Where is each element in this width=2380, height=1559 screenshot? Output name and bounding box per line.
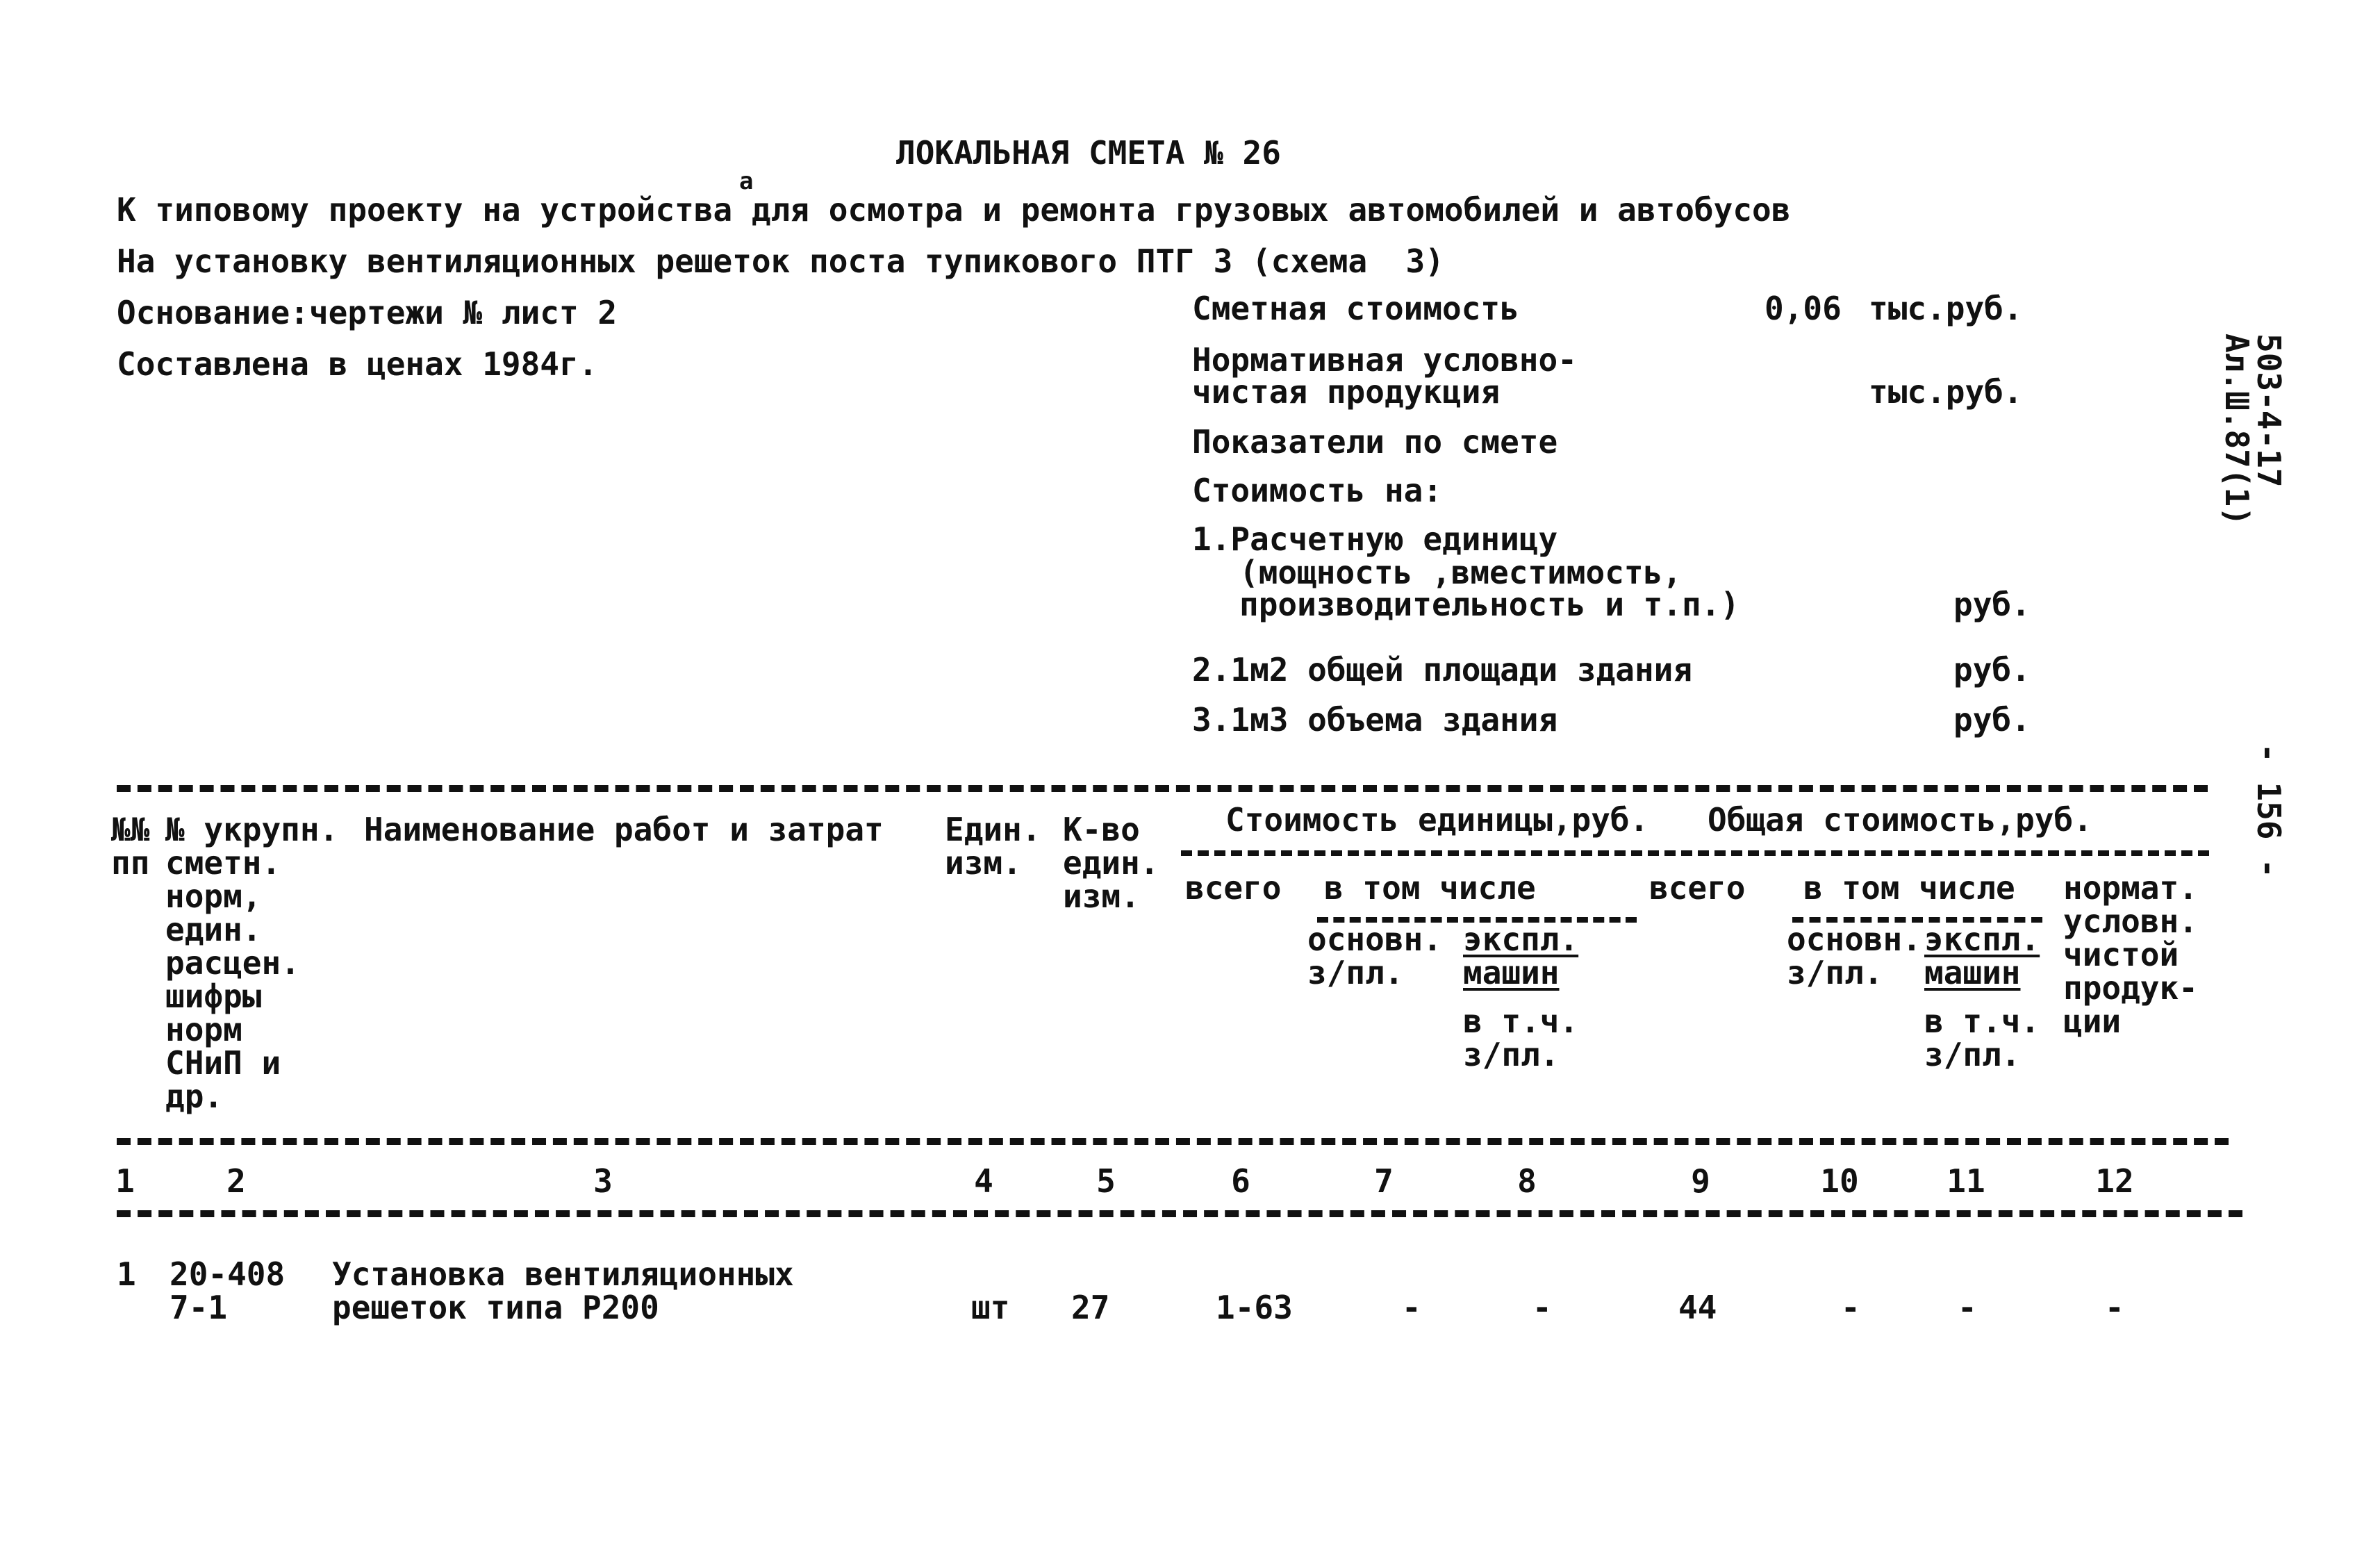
header-col-code: № укрупн. сметн. норм, един. расцен. шифры норм СНиП и др. [165,811,339,1115]
summary-item2-label: 2.1м2 общей площади здания [1192,651,1693,688]
column-number-4: 4 [974,1162,993,1200]
document-title: ЛОКАЛЬНАЯ СМЕТА № 26 [896,134,1281,172]
header-total-including: в том числе [1803,869,2015,907]
header-total-total: всего [1649,869,1746,907]
summary-item2-unit: руб. [1953,651,2031,688]
column-number-1: 1 [115,1162,135,1200]
header-total-incl-wages: в т.ч. з/пл. [1924,1003,2040,1073]
side-page-number: - 156 - [2250,743,2288,878]
summary-cost-unit: тыс.руб. [1869,290,2023,327]
column-number-6: 6 [1231,1162,1250,1200]
header-unit-incl-wages: в т.ч. з/пл. [1463,1003,1579,1073]
title-handwritten-mark: a [739,167,754,195]
header-basis: Основание:чертежи № лист 2 [117,294,618,331]
summary-item3-label: 3.1м3 объема здания [1192,701,1558,739]
row-1-unit-machine: - [1532,1289,1552,1326]
column-numbers-top-rule [117,1138,2229,1145]
summary-normative-label-1: Нормативная условно- [1192,341,1577,379]
header-unit-cost-group: Стоимость единицы,руб. [1225,801,1649,839]
header-col-qty: К-во един. изм. [1063,811,1159,915]
column-number-10: 10 [1820,1162,1859,1200]
summary-cost-label: Сметная стоимость [1192,290,1519,327]
row-1-total: 44 [1678,1289,1717,1326]
row-1-total-basic: - [1841,1289,1860,1326]
row-1-unit-total: 1-63 [1216,1289,1293,1326]
table-top-rule [117,785,2208,792]
side-code-line1: 503-4-17 [2250,333,2288,488]
row-1-unit-basic: - [1402,1289,1421,1326]
header-prices: Составлена в ценах 1984г. [117,345,598,383]
column-number-7: 7 [1374,1162,1394,1200]
column-number-3: 3 [593,1162,613,1200]
header-unit-machine-ops: экспл. машин [1463,921,1579,991]
summary-item1-line3: производительность и т.п.) [1239,586,1740,623]
summary-item1-line1: 1.Расчетную единицу [1192,520,1558,558]
header-unit-total: всего [1185,869,1282,907]
column-number-11: 11 [1947,1162,1985,1200]
header-col-unit: Един. изм. [945,811,1041,882]
side-code-line2: Ал.Ш.87(1) [2218,333,2256,526]
row-1-normative: - [2105,1289,2124,1326]
summary-indicators-label: Показатели по смете [1192,423,1558,461]
summary-cost-value: 0,06 [1765,290,1842,327]
column-number-8: 8 [1517,1162,1537,1200]
summary-normative-label-2: чистая продукция [1192,373,1501,411]
column-number-12: 12 [2095,1162,2134,1200]
summary-item3-unit: руб. [1953,701,2031,739]
header-line-project: К типовому проекту на устройства для осмотра и ремонта грузовых автомобилей и автобусов [117,191,1791,229]
header-total-cost-group: Общая стоимость,руб. [1708,801,2092,839]
column-number-5: 5 [1096,1162,1116,1200]
header-normative: нормат. условн. чистой продук- ции [2063,869,2198,1040]
row-1-unit: шт [971,1289,1010,1326]
header-unit-basic-wages: основн. з/пл. [1307,921,1442,991]
column-number-9: 9 [1691,1162,1710,1200]
column-numbers-bottom-rule [117,1210,2242,1217]
header-col-name: Наименование работ и затрат [364,811,884,848]
column-number-2: 2 [226,1162,246,1200]
row-1-qty: 27 [1071,1289,1110,1326]
header-total-basic-wages: основн. з/пл. [1787,921,1922,991]
header-line-installation: На установку вентиляционных решеток поста тупикового ПТГ 3 (схема 3) [117,242,1444,280]
summary-item1-line2: (мощность ,вместимость, [1239,554,1682,591]
row-1-name: Установка вентиляционных решеток типа Р200 [332,1255,794,1326]
summary-cost-per-label: Стоимость на: [1192,472,1443,509]
header-total-machine-ops: экспл. машин [1924,921,2040,991]
row-1-code: 20-408 7-1 [170,1255,286,1326]
row-1-total-machine: - [1958,1289,1977,1326]
summary-normative-unit: тыс.руб. [1869,373,2023,411]
row-1-num: 1 [117,1255,136,1293]
summary-item1-unit: руб. [1953,586,2031,623]
header-group-rule [1181,850,2209,856]
header-unit-including: в том числе [1324,869,1536,907]
header-col-num: №№ пп [111,811,150,882]
